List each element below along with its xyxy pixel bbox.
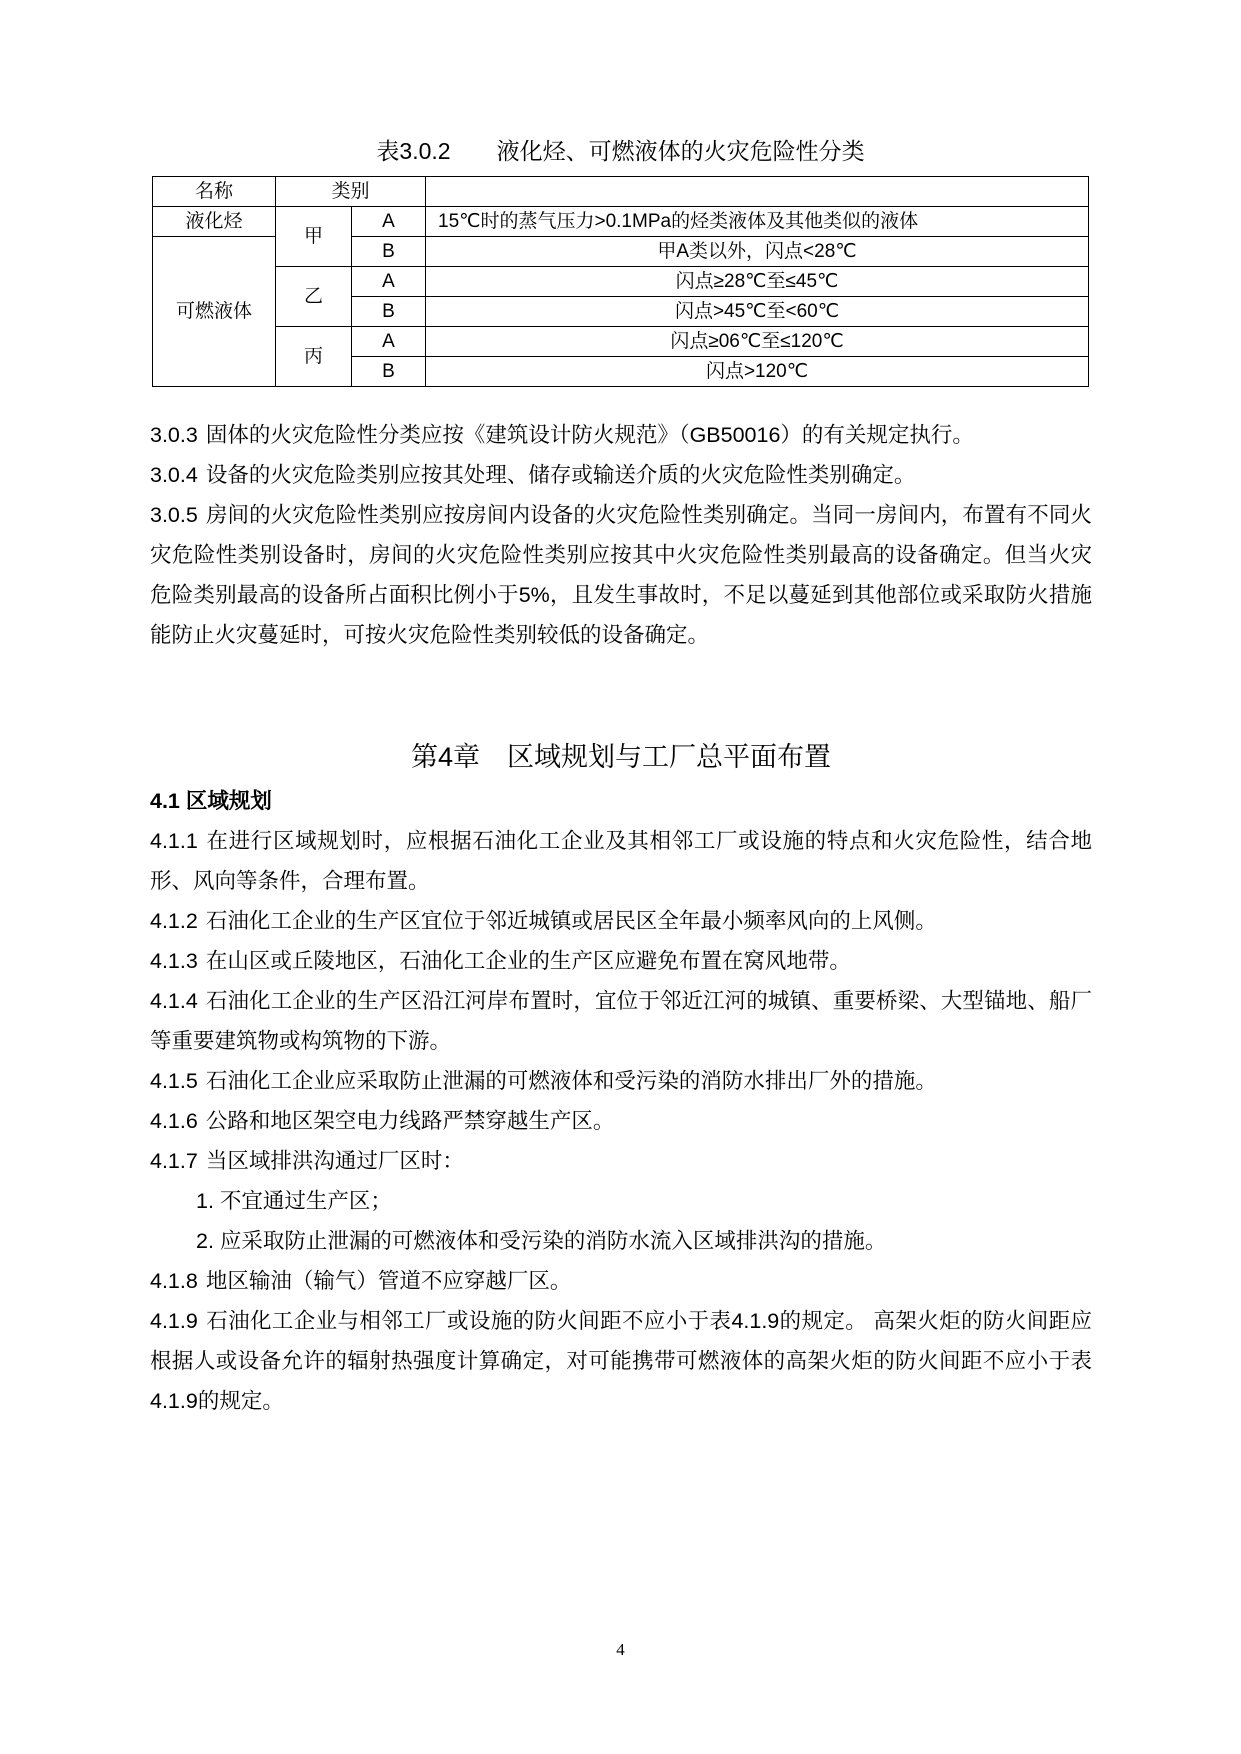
clause-text: 石油化工企业应采取防止泄漏的可燃液体和受污染的消防水排出厂外的措施。 bbox=[205, 1069, 937, 1093]
clause-text: 石油化工企业的生产区宜位于邻近城镇或居民区全年最小频率风向的上风侧。 bbox=[205, 909, 937, 933]
table-header-row bbox=[153, 177, 1089, 207]
table-row bbox=[153, 267, 1089, 297]
chapter-title: 第4章 区域规划与工厂总平面布置 bbox=[410, 742, 831, 772]
clause-text: 固体的火灾危险性分类应按《建筑设计防火规范》（GB50016）的有关规定执行。 bbox=[205, 423, 974, 447]
clause-419 bbox=[150, 1301, 1092, 1421]
clause-415 bbox=[150, 1061, 1092, 1101]
chapter3-clauses bbox=[150, 415, 1092, 655]
subclass-cell: B bbox=[352, 237, 426, 267]
clause-text: 在山区或丘陵地区，石油化工企业的生产区应避免布置在窝风地带。 bbox=[205, 949, 851, 973]
clause-412 bbox=[150, 901, 1092, 941]
clause-number: 4.1.6 bbox=[150, 1109, 198, 1133]
section-title: 4.1 区域规划 bbox=[150, 789, 272, 813]
desc-cell: 闪点>45℃至<60℃ bbox=[426, 297, 1089, 327]
clause-number: 4.1.9 bbox=[150, 1309, 198, 1333]
clause-411 bbox=[150, 821, 1092, 901]
table-row bbox=[153, 327, 1089, 357]
class-cell: 乙 bbox=[276, 267, 352, 327]
clause-number: 3.0.3 bbox=[150, 423, 198, 447]
name-cell: 可燃液体 bbox=[153, 237, 276, 387]
clause-number: 4.1.7 bbox=[150, 1149, 198, 1173]
clause-number: 4.1.8 bbox=[150, 1269, 198, 1293]
subclass-cell: A bbox=[352, 267, 426, 297]
subclass-cell: A bbox=[352, 207, 426, 237]
header-class: 类别 bbox=[276, 177, 426, 207]
table-caption: 表3.0.2 液化烃、可燃液体的火灾危险性分类 bbox=[376, 138, 865, 164]
clause-text: 石油化工企业的生产区沿江河岸布置时，宜位于邻近江河的城镇、重要桥梁、大型锚地、船厂等重要建筑物或构筑物的下游。 bbox=[150, 989, 1092, 1053]
clause-text: 公路和地区架空电力线路严禁穿越生产区。 bbox=[205, 1109, 615, 1133]
fire-hazard-classification-table bbox=[152, 176, 1089, 387]
page-number: 4 bbox=[616, 1640, 625, 1659]
clause-number: 4.1.3 bbox=[150, 949, 198, 973]
clause-text: 在进行区域规划时，应根据石油化工企业及其相邻工厂或设施的特点和火灾危险性，结合地形、风向等条件，合理布置。 bbox=[150, 829, 1092, 893]
clause-number: 4.1.5 bbox=[150, 1069, 198, 1093]
clause-number: 3.0.5 bbox=[150, 503, 198, 527]
desc-cell: 闪点≥28℃至≤45℃ bbox=[426, 267, 1089, 297]
clause-number: 3.0.4 bbox=[150, 463, 198, 487]
table-row bbox=[153, 207, 1089, 237]
clause-text: 地区输油（输气）管道不应穿越厂区。 bbox=[205, 1269, 572, 1293]
header-name: 名称 bbox=[153, 177, 276, 207]
desc-cell: 甲A类以外，闪点<28℃ bbox=[426, 237, 1089, 267]
clause-416 bbox=[150, 1101, 1092, 1141]
clause-number: 4.1.4 bbox=[150, 989, 198, 1013]
clause-417 bbox=[150, 1141, 1092, 1181]
desc-cell: 15℃时的蒸气压力>0.1MPa的烃类液体及其他类似的液体 bbox=[426, 207, 1089, 237]
name-cell: 液化烃 bbox=[153, 207, 276, 237]
subclass-cell: B bbox=[352, 357, 426, 387]
class-cell: 丙 bbox=[276, 327, 352, 387]
subclass-cell: A bbox=[352, 327, 426, 357]
clause-text: 房间的火灾危险性类别应按房间内设备的火灾危险性类别确定。当同一房间内，布置有不同火灾危险性类别设备时，房间的火灾危险性类别应按其中火灾危险性类别最高的设备确定。但当火灾危险类别最高的设备所占面积比例小于5%，且发生事故时，不足以蔓延到其他部位或采取防火措施能防止火灾蔓延时，可按火灾危险性类别较低的设备确定。 bbox=[150, 503, 1092, 647]
clause-number: 4.1.2 bbox=[150, 909, 198, 933]
desc-cell: 闪点>120℃ bbox=[426, 357, 1089, 387]
clause-414 bbox=[150, 981, 1092, 1061]
class-cell: 甲 bbox=[276, 207, 352, 267]
clause-305 bbox=[150, 495, 1092, 655]
desc-cell: 闪点≥06℃至≤120℃ bbox=[426, 327, 1089, 357]
clause-418 bbox=[150, 1261, 1092, 1301]
list-item: 1. 不宜通过生产区； bbox=[196, 1189, 392, 1213]
clause-303 bbox=[150, 415, 1092, 455]
list-item: 2. 应采取防止泄漏的可燃液体和受污染的消防水流入区域排洪沟的措施。 bbox=[196, 1229, 887, 1253]
clause-text: 石油化工企业与相邻工厂或设施的防火间距不应小于表4.1.9的规定。 高架火炬的防火间距应根据人或设备允许的辐射热强度计算确定，对可能携带可燃液体的高架火炬的防火间距不应小于表4.1.9的规定。 bbox=[150, 1309, 1092, 1413]
clause-304 bbox=[150, 455, 1092, 495]
clause-text: 当区域排洪沟通过厂区时： bbox=[205, 1149, 464, 1173]
subclass-cell: B bbox=[352, 297, 426, 327]
clause-413 bbox=[150, 941, 1092, 981]
chapter4-body bbox=[150, 781, 1092, 1421]
header-desc bbox=[426, 177, 1089, 207]
clause-number: 4.1.1 bbox=[150, 829, 198, 853]
clause-text: 设备的火灾危险类别应按其处理、储存或输送介质的火灾危险性类别确定。 bbox=[205, 463, 916, 487]
